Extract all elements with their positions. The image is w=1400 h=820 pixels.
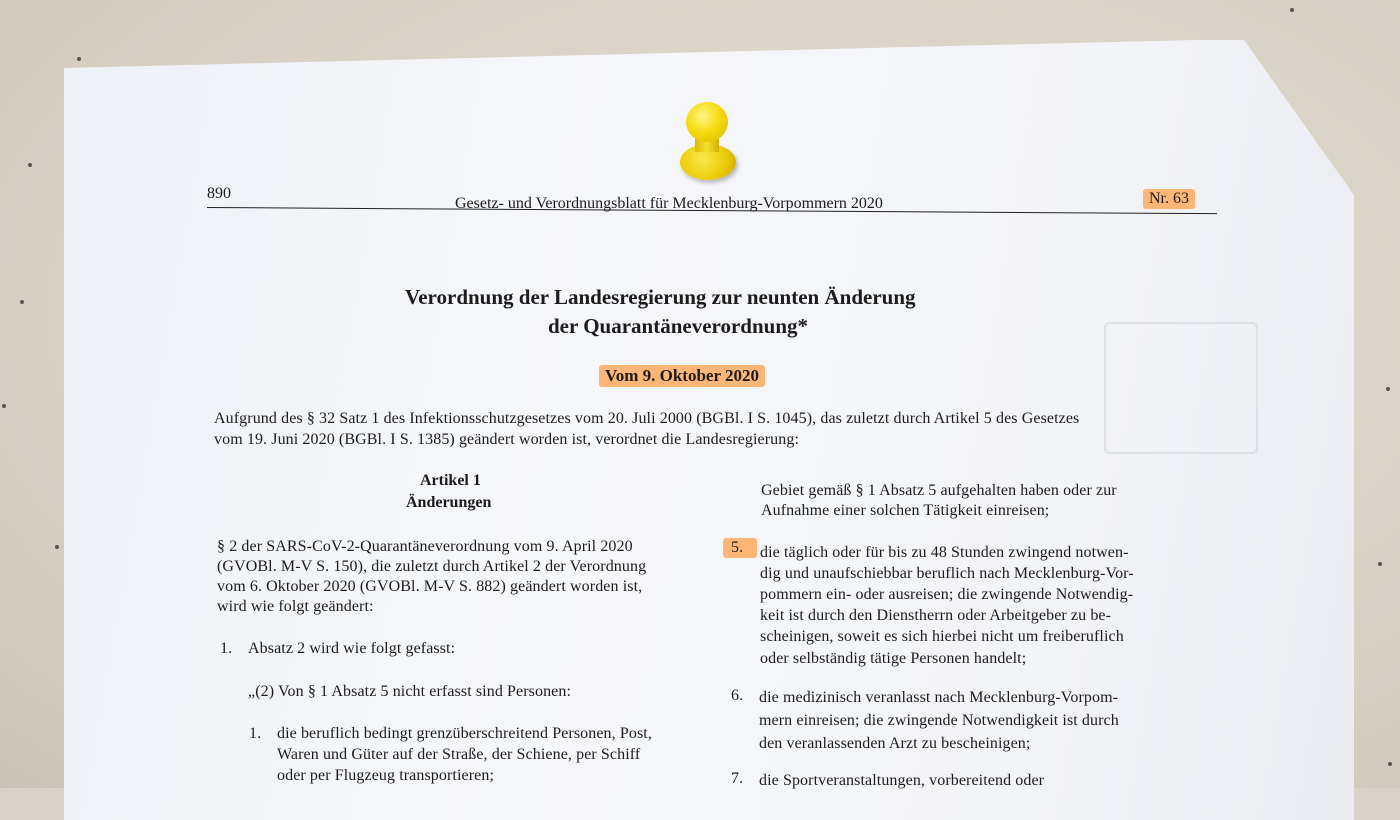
item-text: Absatz 2 wird wie folgt gefasst: — [248, 640, 456, 657]
item-number: 6. — [731, 687, 744, 704]
item-line: den veranlassenden Arzt zu bescheinigen; — [759, 735, 1031, 752]
continuation-line: Gebiet gemäß § 1 Absatz 5 aufgehalten haben oder zur — [761, 482, 1117, 499]
board-hole — [20, 300, 24, 304]
continuation-line: Aufnahme einer solchen Tätigkeit einreisen; — [761, 502, 1050, 519]
intro-line: vom 6. Oktober 2020 (GVOBl. M-V S. 882) geändert worden ist, — [217, 578, 643, 595]
coat-of-arms-watermark — [1104, 322, 1258, 454]
item-line: die medizinisch veranlasst nach Mecklenburg-Vorpom- — [759, 689, 1119, 706]
board-hole — [2, 404, 6, 408]
preamble-line: vom 19. Juni 2020 (BGBl. I S. 1385) geändert worden ist, verordnet die Landesregierung: — [214, 431, 800, 448]
item-line: dig und unaufschiebbar beruflich nach Mecklenburg-Vor- — [760, 565, 1134, 582]
sub-item-number: 1. — [249, 725, 262, 742]
item-number: 1. — [220, 640, 233, 657]
document-title-line2: der Quarantäneverordnung* — [548, 314, 808, 338]
board-hole — [55, 545, 59, 549]
article-subheading: Änderungen — [406, 494, 492, 511]
board-hole — [1378, 562, 1382, 566]
intro-line: § 2 der SARS-CoV-2-Quarantäneverordnung vom 9. April 2020 — [217, 538, 633, 555]
item-line: scheinigen, soweit es sich hierbei nicht um freiberuflich — [760, 628, 1124, 645]
quoted-paragraph: „(2) Von § 1 Absatz 5 nicht erfasst sind Personen: — [248, 683, 572, 700]
board-hole — [1386, 387, 1390, 391]
sub-item-line: die beruflich bedingt grenzüberschreitend Personen, Post, — [277, 725, 652, 742]
board-hole — [77, 57, 81, 61]
sub-item-line: Waren und Güter auf der Straße, der Schiene, per Schiff — [277, 746, 641, 763]
item-line: die Sportveranstaltungen, vorbereitend oder — [759, 772, 1045, 789]
preamble-line: Aufgrund des § 32 Satz 1 des Infektionsschutzgesetzes vom 20. Juli 2000 (BGBl. I S. 1045), das zuletzt durch Artikel 5 des Gesetzes — [214, 410, 1080, 427]
item-line: mern einreisen; die zwingende Notwendigkeit ist durch — [759, 712, 1119, 729]
item-number: 7. — [731, 770, 744, 787]
push-pin-icon — [680, 100, 740, 184]
item-line: pommern ein- oder ausreisen; die zwingende Notwendig- — [760, 586, 1134, 603]
board-hole — [28, 163, 32, 167]
page-number: 890 — [207, 185, 231, 202]
sub-item-line: oder per Flugzeug transportieren; — [277, 767, 495, 784]
item-line: oder selbständig tätige Personen handelt; — [760, 650, 1027, 667]
document-title-line1: Verordnung der Landesregierung zur neunten Änderung — [405, 285, 916, 309]
publication-title: Gesetz- und Verordnungsblatt für Mecklenburg-Vorpommern 2020 — [455, 195, 883, 212]
document-date: Vom 9. Oktober 2020 — [599, 365, 765, 387]
item-line: keit ist durch den Dienstherrn oder Arbeitgeber zu be- — [760, 607, 1112, 624]
board-hole — [1290, 8, 1294, 12]
intro-line: wird wie folgt geändert: — [217, 598, 374, 615]
item-line: die täglich oder für bis zu 48 Stunden zwingend notwen- — [760, 544, 1129, 561]
board-hole — [1388, 762, 1392, 766]
issue-number-badge: Nr. 63 — [1143, 189, 1195, 209]
item-number-highlighted: 5. — [723, 538, 757, 558]
intro-line: (GVOBl. M-V S. 150), die zuletzt durch Artikel 2 der Verordnung — [217, 558, 647, 575]
article-heading: Artikel 1 — [420, 472, 481, 489]
